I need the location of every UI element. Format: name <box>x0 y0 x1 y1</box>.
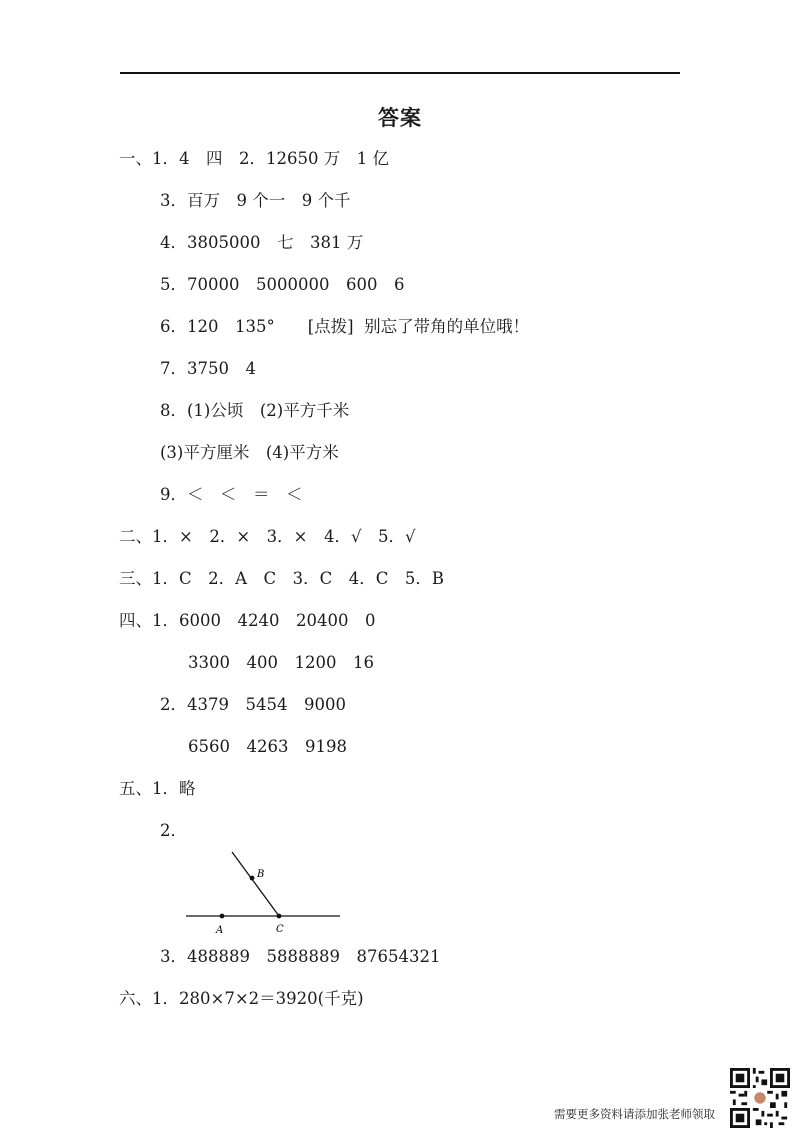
answer-line-8: (3)平方厘米 (4)平方米 <box>160 443 339 462</box>
answer-line-15: 6560 4263 9198 <box>188 737 347 756</box>
answer-line-19: 六、1．280×7×2＝3920(千克) <box>119 989 364 1008</box>
answer-line-18: 3．488889 5888889 87654321 <box>160 947 441 966</box>
page-title: 答案 <box>378 106 422 130</box>
answer-line-2: 3．百万 9 个一 9 个千 <box>160 191 351 210</box>
answer-line-10: 二、1．× 2．× 3．× 4．√ 5．√ <box>119 527 416 546</box>
footer-note: 需要更多资料请添加张老师领取 <box>554 1107 715 1121</box>
header-rule <box>120 72 680 74</box>
label-a: A <box>216 925 224 936</box>
answer-line-4: 5．70000 5000000 600 6 <box>160 275 405 294</box>
label-c: C <box>276 924 284 935</box>
answer-line-16: 五、1．略 <box>119 779 196 798</box>
answer-line-17: 2． <box>160 821 187 840</box>
point-a <box>220 914 225 919</box>
answer-line-6: 7．3750 4 <box>160 359 256 378</box>
answer-line-14: 2．4379 5454 9000 <box>160 695 346 714</box>
answer-line-12: 四、1．6000 4240 20400 0 <box>119 611 376 630</box>
answer-line-13: 3300 400 1200 16 <box>188 653 374 672</box>
answer-line-11: 三、1．C 2．A C 3．C 4．C 5．B <box>119 569 445 588</box>
ray-cb <box>232 852 279 916</box>
answer-line-1: 一、1．4 四 2．12650 万 1 亿 <box>119 149 389 168</box>
answer-line-7: 8．(1)公顷 (2)平方千米 <box>160 401 350 420</box>
label-b: B <box>257 869 265 880</box>
answer-line-5: 6．120 135° [点拨] 别忘了带角的单位哦！ <box>160 317 530 336</box>
point-c <box>277 914 282 919</box>
geometry-figure <box>180 846 350 940</box>
qr-code-icon[interactable] <box>730 1068 790 1128</box>
answer-line-3: 4．3805000 七 381 万 <box>160 233 364 252</box>
answer-line-9: 9．＜ ＜ ＝ ＜ <box>160 485 303 504</box>
point-b <box>250 876 255 881</box>
